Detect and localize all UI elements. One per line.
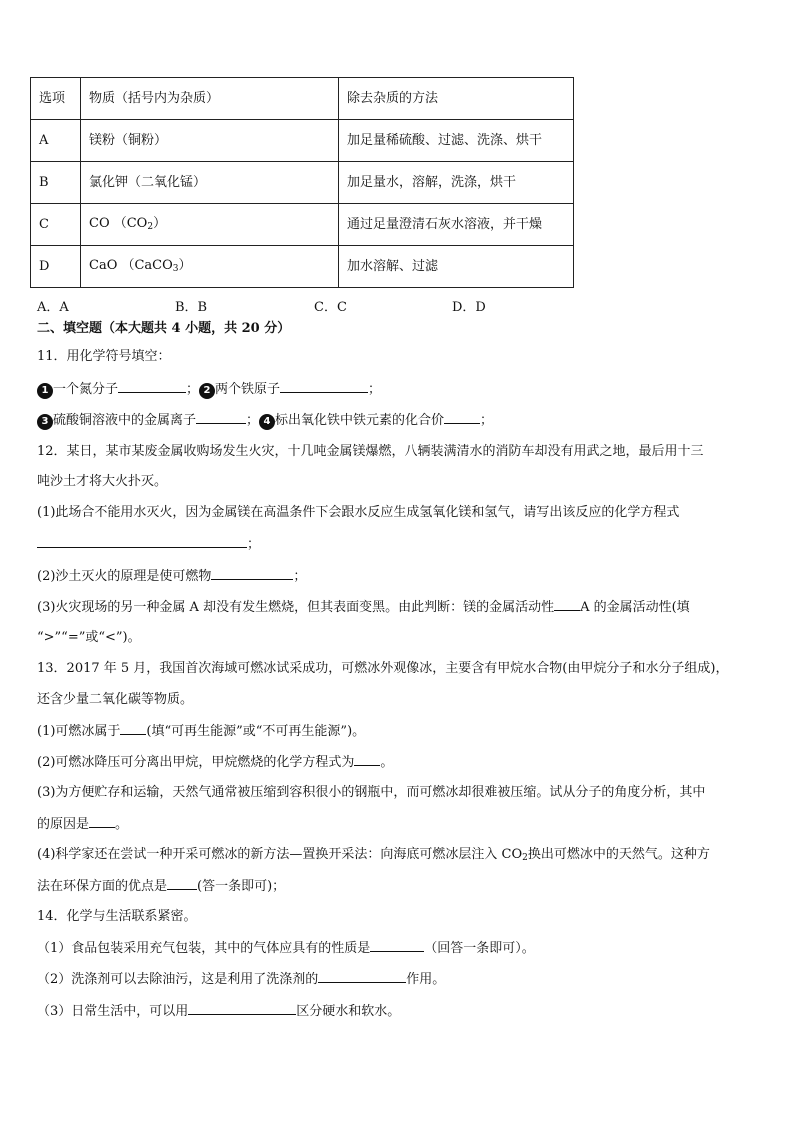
separator: ；: [480, 413, 494, 428]
q12-stem-line1: 12．某日，某市某废金属收购场发生火灾，十几吨金属镁爆燃，八辆装满清水的消防车却没有用武之地，最后用十三: [37, 444, 704, 459]
q13-part4-text: (4)科学家还在尝试一种开采可燃冰的新方法—置换开采法：向海底可燃冰层注入 CO: [37, 847, 523, 862]
row-option: B: [31, 162, 81, 204]
separator: ；: [293, 569, 307, 584]
q12-part3-text: (3)火灾现场的另一种金属 A 却没有发生燃烧，但其表面变黑。由此判断：镁的金属活动性: [37, 600, 555, 615]
q13-part4-text: 换出可燃冰中的天然气。这种方: [527, 847, 710, 862]
number-2-icon: 2: [199, 383, 215, 399]
choice-d: D．D: [452, 300, 486, 315]
header-method: 除去杂质的方法: [339, 78, 574, 120]
answer-blank[interactable]: [354, 753, 380, 766]
q14-part2: [37, 970, 445, 989]
q13-part3-cont: [37, 815, 128, 834]
row-option: A: [31, 120, 81, 162]
answer-blank[interactable]: [444, 411, 480, 424]
row-substance: [81, 204, 339, 246]
q14-part3: [37, 1002, 400, 1021]
answer-blank[interactable]: [118, 380, 186, 393]
q13-part3: (3)为方便贮存和运输，天然气通常被压缩到容积很小的钢瓶中，而可燃冰却很难被压缩。试从分子的角度分析，其中: [37, 785, 706, 800]
q12-part3-text: A 的金属活动性(填: [580, 600, 690, 615]
answer-blank[interactable]: [37, 535, 247, 548]
q11-d-text: 标出氧化铁中铁元素的化合价: [275, 413, 445, 428]
q14-stem: 14．化学与生活联系紧密。: [37, 909, 197, 924]
answer-choices: [37, 296, 557, 314]
q11-c-text: 硫酸铜溶液中的金属离子: [53, 413, 197, 428]
q12-part3: [37, 598, 690, 617]
number-1-icon: 1: [37, 383, 53, 399]
q13-stem-line1: 13．2017 年 5 月，我国首次海域可燃冰试采成功，可燃冰外观像冰，主要含有甲烷水合物(由甲烷分子和水分子组成)，: [37, 661, 729, 676]
q13-part2: [37, 753, 393, 772]
choice-a: A．A: [37, 300, 69, 315]
q11-b-text: 两个铁原子: [215, 382, 281, 397]
answer-blank[interactable]: [188, 1002, 296, 1015]
answer-blank[interactable]: [211, 567, 293, 580]
separator: ；: [368, 382, 382, 397]
q14-part2-text: （2）洗涤剂可以去除油污，这是利用了洗涤剂的: [37, 972, 319, 987]
subscript: 2: [522, 853, 528, 863]
formula-text: ）: [178, 258, 192, 273]
row-substance: 镁粉（铜粉）: [81, 120, 339, 162]
row-method: 加水溶解、过滤: [339, 246, 574, 288]
answer-blank[interactable]: [196, 411, 246, 424]
q13-part3-text: 。: [115, 817, 129, 832]
q13-stem-line2: 还含少量二氧化碳等物质。: [37, 692, 194, 707]
q13-part4-text: 法在环保方面的优点是: [37, 879, 168, 894]
q11-line2: [37, 411, 493, 430]
separator: ；: [246, 413, 260, 428]
table-header-row: [31, 78, 574, 120]
answer-blank[interactable]: [370, 939, 424, 952]
q13-part4-cont: [37, 877, 285, 896]
q14-part3-text: （3）日常生活中，可以用: [37, 1004, 189, 1019]
table-row: [31, 120, 574, 162]
answer-blank[interactable]: [318, 970, 406, 983]
table-row: [31, 162, 574, 204]
q13-part1-text: (填“可再生能源”或“不可再生能源”)。: [146, 724, 366, 739]
row-option: D: [31, 246, 81, 288]
number-3-icon: 3: [37, 414, 53, 430]
q13-part2-text: 。: [380, 755, 394, 770]
row-substance: [81, 246, 339, 288]
row-method: 通过足量澄清石灰水溶液，并干燥: [339, 204, 574, 246]
q14-part3-text: 区分硬水和软水。: [296, 1004, 401, 1019]
q12-stem-line2: 吨沙土才将大火扑灭。: [37, 474, 168, 489]
section-title: 二、填空题（本大题共 4 小题，共 20 分）: [37, 321, 291, 336]
answer-blank[interactable]: [280, 380, 368, 393]
formula-text: CaO （CaCO: [89, 258, 173, 273]
row-substance: 氯化钾（二氧化锰）: [81, 162, 339, 204]
header-substance: 物质（括号内为杂质）: [81, 78, 339, 120]
row-option: C: [31, 204, 81, 246]
separator: ；: [247, 537, 261, 552]
q13-part1: [37, 722, 365, 741]
q13-part3-text: 的原因是: [37, 817, 90, 832]
subscript: 2: [147, 222, 154, 232]
choice-c: C．C: [314, 300, 347, 315]
choice-b: B．B: [175, 300, 208, 315]
q12-part1: (1)此场合不能用水灭火，因为金属镁在高温条件下会跟水反应生成氢氧化镁和氢气，请写出该反应的化学方程式: [37, 505, 680, 520]
q11-stem: 11．用化学符号填空：: [37, 349, 171, 364]
q12-part2-text: (2)沙土灭火的原理是使可燃物: [37, 569, 212, 584]
q13-part4-text: (答一条即可)；: [197, 879, 286, 894]
table-row: [31, 246, 574, 288]
header-option: 选项: [31, 78, 81, 120]
q11-a-text: 一个氮分子: [53, 382, 119, 397]
q14-part1-text: （1）食品包装采用充气包装，其中的气体应具有的性质是: [37, 941, 371, 956]
answer-blank[interactable]: [167, 877, 197, 890]
table-row: [31, 204, 574, 246]
row-method: 加足量稀硫酸、过滤、洗涤、烘干: [339, 120, 574, 162]
q14-part2-text: 作用。: [406, 972, 446, 987]
answer-blank[interactable]: [89, 815, 115, 828]
q13-part4: [37, 846, 710, 867]
answer-blank[interactable]: [120, 722, 146, 735]
q12-part1-answer: [37, 535, 260, 554]
answer-blank[interactable]: [554, 598, 580, 611]
number-4-icon: 4: [259, 414, 275, 430]
q11-line1: [37, 380, 381, 399]
formula-text: ）: [153, 216, 167, 231]
separator: ；: [186, 382, 200, 397]
q14-part1: [37, 939, 535, 958]
impurity-removal-table: [30, 77, 574, 288]
q14-part1-text: （回答一条即可）。: [424, 941, 535, 956]
formula-text: CO （CO: [89, 216, 148, 231]
row-method: 加足量水，溶解，洗涤，烘干: [339, 162, 574, 204]
q12-part2: [37, 567, 306, 586]
q13-part1-text: (1)可燃冰属于: [37, 724, 121, 739]
q13-part2-text: (2)可燃冰降压可分离出甲烷，甲烷燃烧的化学方程式为: [37, 755, 355, 770]
q12-part3-cont: “>”“=”或“<”)。: [37, 630, 141, 645]
subscript: 3: [172, 264, 179, 274]
